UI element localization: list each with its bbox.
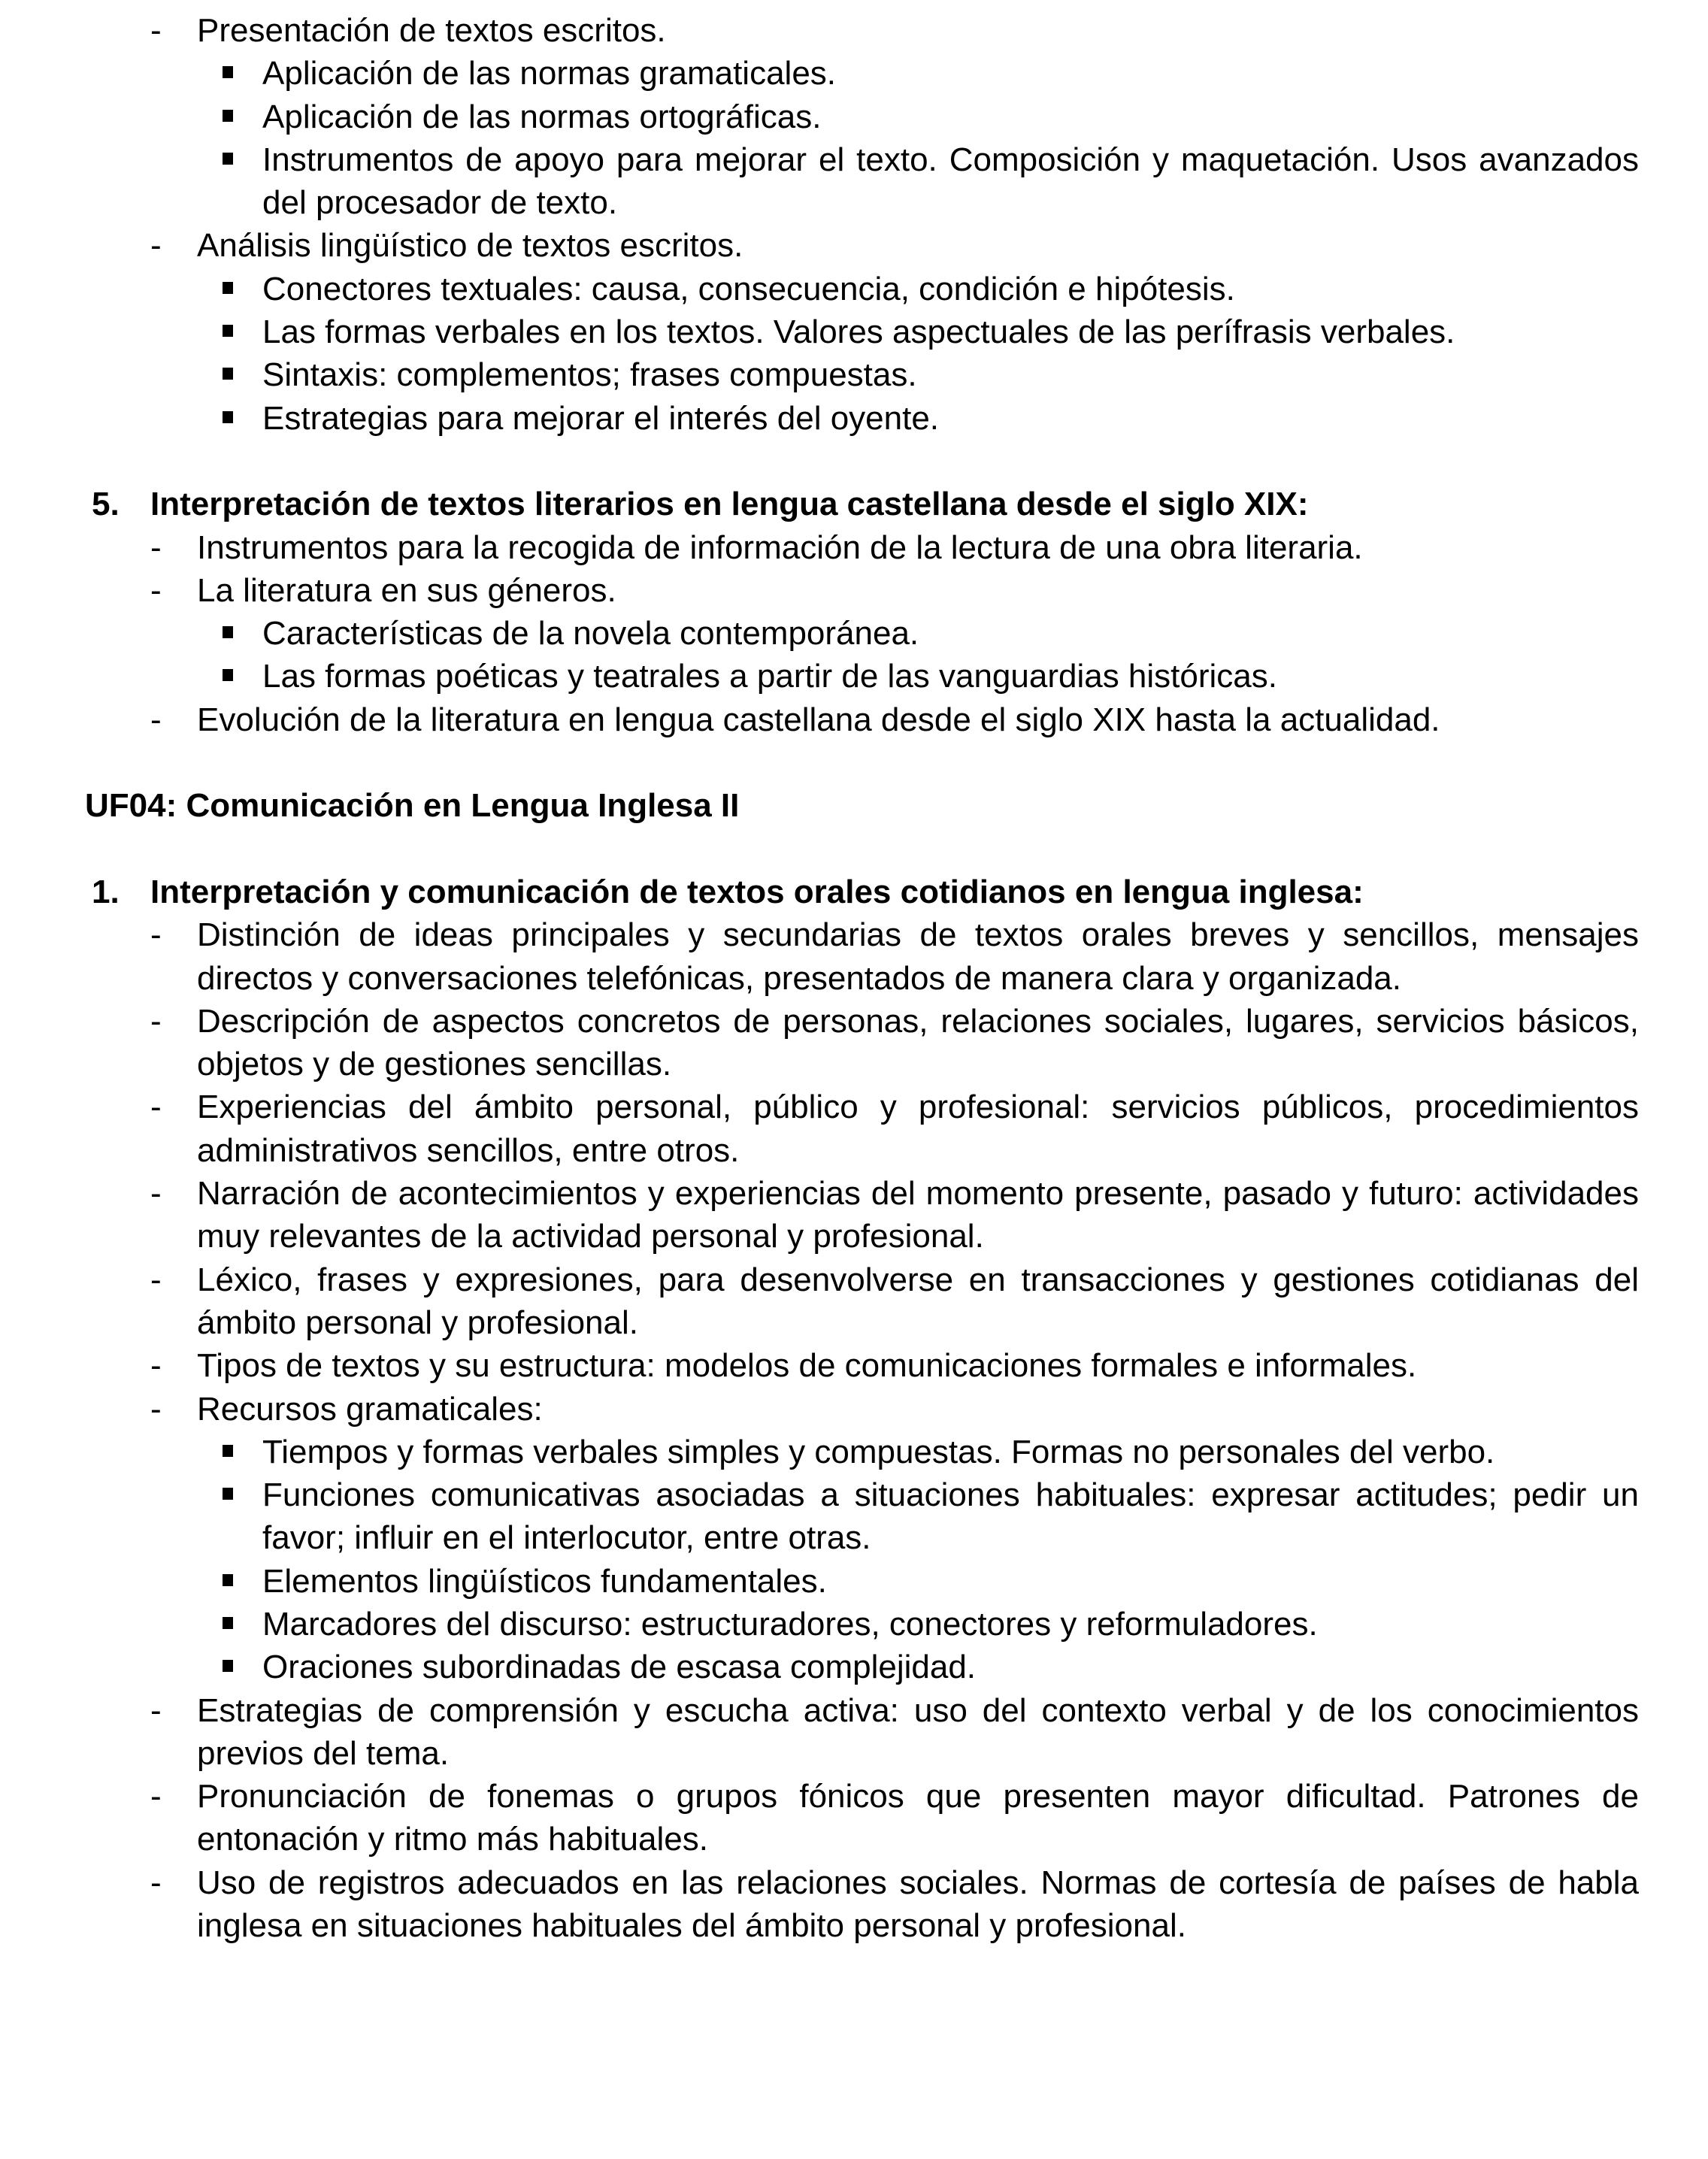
item-text: Las formas verbales en los textos. Valores aspectuales de las perífrasis verbales. [262,313,1455,351]
list-item [0,1258,1708,1345]
list-marker: - [150,916,162,954]
list-marker: - [150,528,162,566]
list-item [0,397,1708,440]
item-text: Distinción de ideas principales y secundarias de textos orales breves y sencillos, mensajes directos y conversaciones telefónicas, presentados de manera clara y organizada. [197,916,1639,997]
item-text: Instrumentos para la recogida de información de la lectura de una obra literaria. [197,528,1363,566]
square-bullet-icon [223,368,233,380]
square-bullet-icon [223,282,233,294]
item-text: Oraciones subordinadas de escasa complejidad. [262,1649,977,1686]
numbered-topic [0,483,1708,525]
spacer [0,828,1708,871]
list-marker: 5. [92,486,120,523]
list-item [0,698,1708,741]
list-item [0,1646,1708,1688]
list-marker: - [150,1691,162,1729]
list-item [0,1344,1708,1387]
list-item [0,310,1708,353]
item-text: Aplicación de las normas gramaticales. [262,55,837,92]
item-text: Estrategias para mejorar el interés del oyente. [262,399,940,437]
list-marker: - [150,1864,162,1901]
list-marker: - [150,1347,162,1385]
item-text: Narración de acontecimientos y experiencias del momento presente, pasado y futuro: actividades muy relevantes de la actividad personal y profesional. [197,1175,1639,1255]
item-text: Características de la novela contemporánea. [262,615,919,653]
list-marker: - [150,1089,162,1126]
list-marker: - [150,12,162,49]
item-text: Aplicación de las normas ortográficas. [262,98,822,135]
list-item [0,655,1708,698]
list-item [0,52,1708,95]
list-item [0,913,1708,1000]
square-bullet-icon [223,411,233,423]
list-marker: 1. [92,873,120,910]
spacer [0,440,1708,483]
square-bullet-icon [223,66,233,78]
list-marker: - [150,227,162,265]
list-item [0,1473,1708,1560]
list-item [0,1603,1708,1646]
item-text: Recursos gramaticales: [197,1390,543,1428]
item-text: UF04: Comunicación en Lengua Inglesa II [85,787,740,825]
list-marker: - [150,1175,162,1213]
list-item [0,1388,1708,1431]
list-marker: - [150,1002,162,1040]
item-text: Análisis lingüístico de textos escritos. [197,227,743,265]
list-marker: - [150,1390,162,1428]
document-page [0,9,1708,1947]
list-item [0,9,1708,52]
list-item [0,526,1708,569]
list-item [0,268,1708,310]
list-item [0,612,1708,655]
square-bullet-icon [223,1488,233,1500]
item-text: Tiempos y formas verbales simples y compuestas. Formas no personales del verbo. [262,1433,1495,1470]
item-text: Evolución de la literatura en lengua castellana desde el siglo XIX hasta la actualidad. [197,701,1440,738]
square-bullet-icon [223,1660,233,1672]
item-text: Descripción de aspectos concretos de personas, relaciones sociales, lugares, servicios básicos, objetos y de gestiones sencillas. [197,1002,1639,1083]
item-text: Tipos de textos y su estructura: modelos de comunicaciones formales e informales. [197,1347,1417,1385]
list-item [0,1431,1708,1473]
item-text: Pronunciación de fonemas o grupos fónicos que presenten mayor dificultad. Patrones de entonación y ritmo más habituales. [197,1778,1639,1858]
item-text: Estrategias de comprensión y escucha activa: uso del contexto verbal y de los conocimientos previos del tema. [197,1691,1639,1772]
list-item [0,1689,1708,1776]
item-text: Uso de registros adecuados en las relaciones sociales. Normas de cortesía de países de habla inglesa en situaciones habituales del ámbito personal y profesional. [197,1864,1639,1945]
list-item [0,1775,1708,1861]
list-item [0,224,1708,267]
square-bullet-icon [223,153,233,165]
section-heading [0,784,1708,827]
square-bullet-icon [223,1617,233,1629]
item-text: La literatura en sus géneros. [197,571,616,609]
list-marker: - [150,1778,162,1815]
list-item [0,95,1708,138]
square-bullet-icon [223,325,233,337]
list-item [0,1560,1708,1603]
list-item [0,1172,1708,1258]
item-text: Léxico, frases y expresiones, para desenvolverse en transacciones y gestiones cotidianas del ámbito personal y profesional. [197,1261,1639,1341]
item-text: Interpretación y comunicación de textos orales cotidianos en lengua inglesa: [150,873,1364,910]
list-item [0,1000,1708,1086]
item-text: Conectores textuales: causa, consecuencia, condición e hipótesis. [262,270,1235,307]
square-bullet-icon [223,1574,233,1586]
square-bullet-icon [223,1445,233,1457]
item-text: Marcadores del discurso: estructuradores, conectores y reformuladores. [262,1605,1318,1643]
square-bullet-icon [223,669,233,681]
item-text: Elementos lingüísticos fundamentales. [262,1562,827,1600]
list-marker: - [150,1261,162,1298]
list-marker: - [150,571,162,609]
list-item [0,569,1708,612]
square-bullet-icon [223,626,233,638]
item-text: Funciones comunicativas asociadas a situaciones habituales: expresar actitudes; pedir un favor; influir en el interlocutor, entre otras. [262,1476,1639,1557]
item-text: Instrumentos de apoyo para mejorar el texto. Composición y maquetación. Usos avanzados del procesador de texto. [262,141,1639,222]
list-item [0,138,1708,225]
item-text: Las formas poéticas y teatrales a partir de las vanguardias históricas. [262,658,1277,695]
spacer [0,741,1708,784]
list-item [0,353,1708,396]
item-text: Sintaxis: complementos; frases compuestas. [262,356,917,394]
item-text: Interpretación de textos literarios en lengua castellana desde el siglo XIX: [150,486,1309,523]
square-bullet-icon [223,110,233,122]
item-text: Presentación de textos escritos. [197,12,666,49]
list-item [0,1086,1708,1172]
list-item [0,1861,1708,1948]
list-marker: - [150,701,162,738]
numbered-topic [0,871,1708,913]
item-text: Experiencias del ámbito personal, público y profesional: servicios públicos, procedimientos administrativos sencillos, entre otros. [197,1089,1639,1169]
